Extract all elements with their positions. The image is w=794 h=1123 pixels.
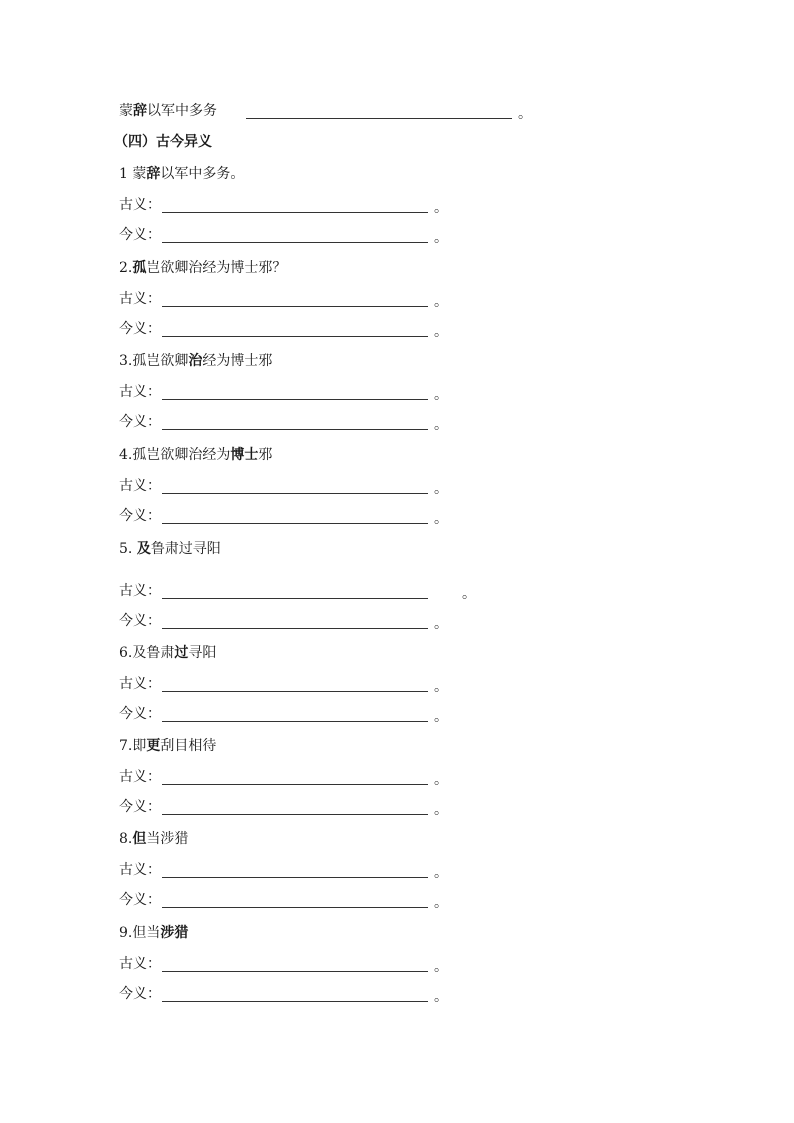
gu-label: 古义： (119, 769, 161, 785)
item-number: 5. (119, 541, 133, 557)
jin-period: 。 (434, 616, 448, 632)
intro-pre: 蒙 (119, 103, 133, 119)
item-title (119, 829, 188, 849)
gu-label: 古义： (119, 197, 161, 213)
intro-post: 以军中多务 (147, 103, 217, 119)
gu-answer-blank[interactable] (162, 306, 428, 307)
jin-label: 今义： (119, 799, 161, 815)
jin-answer-blank[interactable] (162, 628, 428, 629)
gu-answer-blank[interactable] (162, 971, 428, 972)
item-text-pre: 即 (132, 738, 147, 754)
gu-period: 。 (434, 772, 448, 788)
gu-answer-blank[interactable] (162, 212, 428, 213)
jin-period: 。 (434, 230, 448, 246)
jin-period: 。 (434, 324, 448, 340)
item-title (119, 351, 272, 371)
gu-period: 。 (434, 865, 448, 881)
item-keyword: 博士 (230, 447, 259, 463)
item-title (119, 445, 272, 465)
item-number: 9. (119, 925, 133, 941)
jin-answer-blank[interactable] (162, 721, 428, 722)
intro-line (119, 101, 217, 121)
jin-answer-blank[interactable] (162, 336, 428, 337)
item-text-post: 邪 (258, 447, 273, 463)
item-keyword: 但 (132, 831, 147, 847)
item-text-post: 寻阳 (188, 645, 217, 661)
gu-label: 古义： (119, 291, 161, 307)
jin-period: 。 (434, 989, 448, 1005)
jin-label: 今义： (119, 508, 161, 524)
item-number: 3. (119, 353, 133, 369)
gu-answer-blank[interactable] (162, 784, 428, 785)
gu-period: 。 (434, 959, 448, 975)
item-number: 6. (119, 645, 133, 661)
jin-label: 今义： (119, 706, 161, 722)
jin-period: 。 (434, 709, 448, 725)
section-title: （四）古今异义 (114, 134, 212, 150)
gu-label: 古义： (119, 583, 161, 599)
jin-label: 今义： (119, 986, 161, 1002)
gu-label: 古义： (119, 478, 161, 494)
item-text-post: 岂欲卿治经为博士邪？ (146, 260, 287, 276)
intro-bold: 辞 (133, 103, 147, 119)
jin-answer-blank[interactable] (162, 1001, 428, 1002)
item-text-pre: 孤岂欲卿 (132, 353, 189, 369)
item-title (119, 736, 216, 756)
item-keyword: 孤 (132, 260, 147, 276)
jin-answer-blank[interactable] (162, 242, 428, 243)
item-number: 4. (119, 447, 133, 463)
item-text-pre: 但当 (132, 925, 161, 941)
item-keyword: 及 (136, 541, 151, 557)
item-keyword: 治 (188, 353, 203, 369)
gu-answer-blank[interactable] (162, 493, 428, 494)
item-keyword: 辞 (146, 166, 161, 182)
gu-period: 。 (434, 200, 448, 216)
item-text-pre: 及鲁肃 (132, 645, 175, 661)
jin-label: 今义： (119, 613, 161, 629)
item-title (119, 539, 221, 559)
item-keyword: 涉猎 (160, 925, 189, 941)
gu-period: 。 (434, 481, 448, 497)
gu-answer-blank[interactable] (162, 399, 428, 400)
item-text-pre: 蒙 (132, 166, 147, 182)
jin-period: 。 (434, 895, 448, 911)
item-text-post: 经为博士邪 (202, 353, 273, 369)
gu-label: 古义： (119, 384, 161, 400)
gu-period: 。 (434, 679, 448, 695)
item-keyword: 过 (174, 645, 189, 661)
gu-label: 古义： (119, 956, 161, 972)
jin-answer-blank[interactable] (162, 907, 428, 908)
item-text-post: 以军中多务。 (160, 166, 245, 182)
item-number: 2. (119, 260, 133, 276)
jin-label: 今义： (119, 414, 161, 430)
jin-answer-blank[interactable] (162, 523, 428, 524)
jin-answer-blank[interactable] (162, 429, 428, 430)
gu-label: 古义： (119, 862, 161, 878)
item-title (119, 643, 216, 663)
item-number: 7. (119, 738, 133, 754)
gu-period: 。 (462, 586, 476, 602)
jin-answer-blank[interactable] (162, 814, 428, 815)
item-text-post: 刮目相待 (160, 738, 217, 754)
jin-label: 今义： (119, 321, 161, 337)
jin-period: 。 (434, 417, 448, 433)
intro-blank[interactable] (246, 118, 512, 119)
gu-answer-blank[interactable] (162, 877, 428, 878)
item-keyword: 更 (146, 738, 161, 754)
gu-label: 古义： (119, 676, 161, 692)
item-text-post: 当涉猎 (146, 831, 189, 847)
item-text-pre: 孤岂欲卿治经为 (132, 447, 231, 463)
gu-answer-blank[interactable] (162, 691, 428, 692)
gu-answer-blank[interactable] (162, 598, 428, 599)
item-number: 1 (119, 166, 133, 182)
jin-label: 今义： (119, 227, 161, 243)
gu-period: 。 (434, 387, 448, 403)
gu-period: 。 (434, 294, 448, 310)
jin-period: 。 (434, 511, 448, 527)
item-title (119, 258, 286, 278)
item-text-post: 鲁肃过寻阳 (150, 541, 221, 557)
jin-period: 。 (434, 802, 448, 818)
item-number: 8. (119, 831, 133, 847)
item-title (119, 164, 244, 184)
item-title (119, 923, 188, 943)
jin-label: 今义： (119, 892, 161, 908)
intro-period: 。 (518, 106, 532, 122)
